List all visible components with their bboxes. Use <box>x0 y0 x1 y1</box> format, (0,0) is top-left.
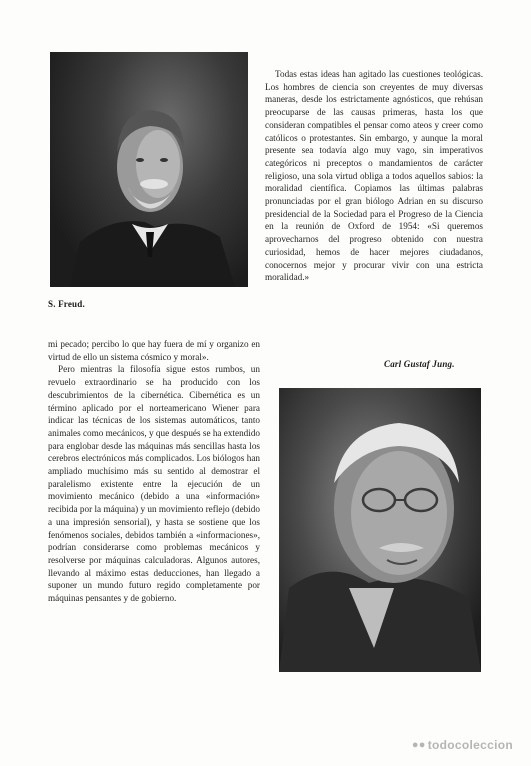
jung-caption: Carl Gustaf Jung. <box>384 359 455 369</box>
left-column-text <box>48 338 260 605</box>
right-column-paragraph: Todas estas ideas han agitado las cuestiones teológicas. Los hombres de ciencia son creyentes de muy diversas maneras, desde los estrictamente agnósticos, que rehúsan preocuparse de las causas primeras, hasta los que consideran compatibles el pensar como ateos y creer como católicos o protestantes. Sin embargo, y aunque la moral presente sea todavía algo muy vago, sin imperativos categóricos ni preceptos o mandamientos de carácter religioso, una sola virtud obliga a todos aquellos sabios: la moralidad científica. Copiamos las últimas palabras pronunciadas por el gran biólogo Adrian en su discurso presidencial de la Sociedad para el Progreso de la Ciencia en la reunión de Oxford de 1954: «Si queremos aprovecharnos del progreso obtenido con nuestra curiosidad, hemos de hacer mejores ciudadanos, conocernos mejor y procurar vivir con una estricta moralidad.» <box>265 69 483 283</box>
freud-caption: S. Freud. <box>48 299 85 309</box>
left-column-paragraph-2: Pero mientras la filosofía sigue estos rumbos, un revuelo extraordinario se ha producido con los descubrimientos de la cibernética. Cibernética es un término aplicado por el norteamericano Wiener para indicar las técnicas de los sistemas automáticos, tanto animales como mecánicos, y que después se ha extendido para englobar desde las máquinas más sencillas hasta los cerebros electrónicos más complicados. Los biólogos han ampliado muchísimo más su sentido al demostrar el paralelismo existente entre la ejecución de un movimiento mecánico (debido a una «información» recibida por la máquina) y un movimiento reflejo (debido a una impresión sensorial), y hasta se sostiene que los fenómenos sociales, debidos también a «informaciones», podrían considerarse como problemas mecánicos y resolverse por máquinas calculadoras. Algunos autores, llevando al máximo estas deducciones, han llegado a suponer un mundo futuro regido completamente por máquinas pensantes y de gobierno. <box>48 364 261 604</box>
right-column-text <box>265 68 483 284</box>
watermark-logo-icon: ●● <box>411 739 426 751</box>
watermark-text: todocoleccion <box>427 738 513 752</box>
jung-portrait-photo <box>279 388 481 672</box>
todocoleccion-watermark <box>412 738 513 752</box>
jung-portrait-image <box>279 388 481 672</box>
freud-portrait-photo <box>50 52 248 287</box>
left-column-paragraph-1: mi pecado; percibo lo que hay fuera de mí y organizo en virtud de ello un sistema cósmico y moral». <box>48 339 260 362</box>
freud-portrait-image <box>50 52 248 287</box>
